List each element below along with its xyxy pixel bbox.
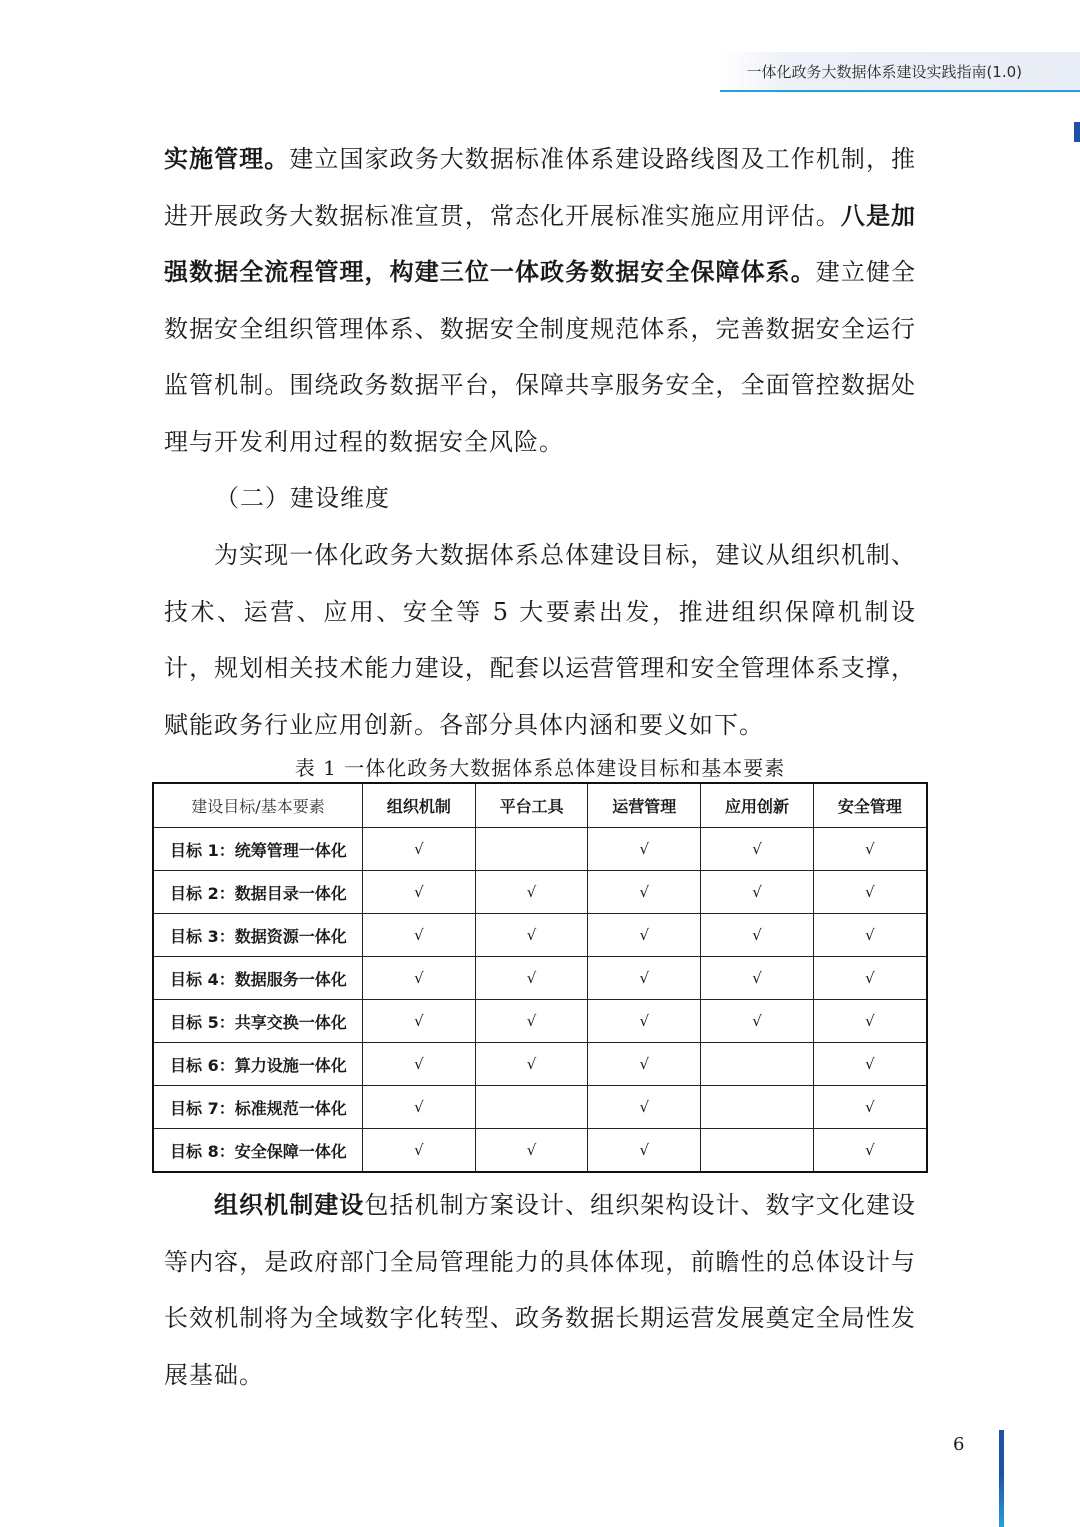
check-cell: √ bbox=[475, 1043, 588, 1086]
check-cell: √ bbox=[475, 957, 588, 1000]
para1-bold-2: 八是加强数据全流程管理，构建三位一体政务数据安全保障体系。 bbox=[164, 200, 917, 286]
header-accent-bar bbox=[1074, 122, 1080, 142]
table-row bbox=[153, 1129, 927, 1173]
check-cell: √ bbox=[701, 957, 814, 1000]
check-cell bbox=[475, 1086, 588, 1129]
check-cell: √ bbox=[588, 1000, 701, 1043]
table-row bbox=[153, 828, 927, 871]
table-row bbox=[153, 1043, 927, 1086]
check-cell: √ bbox=[588, 871, 701, 914]
page-header bbox=[720, 52, 1080, 92]
row-label: 目标 7：标准规范一体化 bbox=[153, 1086, 363, 1129]
check-cell: √ bbox=[363, 957, 476, 1000]
paragraph-1 bbox=[164, 131, 916, 470]
check-cell: √ bbox=[588, 1043, 701, 1086]
table-caption: 表 1 一体化政务大数据体系总体建设目标和基本要素 bbox=[294, 756, 786, 780]
column-header: 组织机制 bbox=[363, 783, 476, 828]
page-accent-bar bbox=[999, 1430, 1004, 1527]
row-label: 目标 8：安全保障一体化 bbox=[153, 1129, 363, 1173]
check-cell: √ bbox=[475, 1129, 588, 1173]
goals-elements-table bbox=[152, 782, 928, 1173]
check-cell: √ bbox=[813, 1086, 927, 1129]
row-label: 目标 6：算力设施一体化 bbox=[153, 1043, 363, 1086]
check-cell: √ bbox=[701, 914, 814, 957]
check-cell: √ bbox=[475, 1000, 588, 1043]
row-label: 目标 1：统筹管理一体化 bbox=[153, 828, 363, 871]
column-header: 运营管理 bbox=[588, 783, 701, 828]
row-label: 目标 5：共享交换一体化 bbox=[153, 1000, 363, 1043]
check-cell: √ bbox=[475, 914, 588, 957]
header-title: 一体化政务大数据体系建设实践指南(1.0) bbox=[746, 63, 1022, 81]
para1-text-2: 建立健全数据安全组织管理体系、数据安全制度规范体系，完善数据安全运行监管机制。围绕政务数据平台，保障共享服务安全，全面管控数据处理与开发利用过程的数据安全风险。 bbox=[164, 258, 917, 456]
check-cell: √ bbox=[588, 914, 701, 957]
check-cell: √ bbox=[813, 1043, 927, 1086]
check-cell bbox=[701, 1086, 814, 1129]
para2-text: 为实现一体化政务大数据体系总体建设目标，建议从组织机制、技术、运营、应用、安全等 5 大要素出发，推进组织保障机制设计，规划相关技术能力建设，配套以运营管理和安全管理体系支撑，赋能政务行业应用创新。各部分具体内涵和要义如下。 bbox=[164, 541, 916, 739]
check-cell: √ bbox=[813, 914, 927, 957]
check-cell: √ bbox=[813, 1129, 927, 1173]
page-number: 6 bbox=[953, 1434, 965, 1455]
para1-bold-1: 实施管理。 bbox=[164, 144, 290, 173]
check-cell: √ bbox=[701, 1000, 814, 1043]
column-header: 平台工具 bbox=[475, 783, 588, 828]
row-label: 目标 2：数据目录一体化 bbox=[153, 871, 363, 914]
check-cell: √ bbox=[813, 828, 927, 871]
check-cell: √ bbox=[701, 828, 814, 871]
table-corner-header: 建设目标/基本要素 bbox=[153, 783, 363, 828]
check-cell: √ bbox=[363, 1129, 476, 1173]
check-cell: √ bbox=[363, 1086, 476, 1129]
check-cell: √ bbox=[363, 1000, 476, 1043]
check-cell: √ bbox=[588, 1129, 701, 1173]
para3-text: 包括机制方案设计、组织架构设计、数字文化建设等内容，是政府部门全局管理能力的具体体现，前瞻性的总体设计与长效机制将为全域数字化转型、政务数据长期运营发展奠定全局性发展基础。 bbox=[164, 1191, 917, 1389]
check-cell: √ bbox=[363, 828, 476, 871]
check-cell: √ bbox=[475, 871, 588, 914]
para3-bold: 组织机制建设 bbox=[214, 1190, 365, 1219]
check-cell bbox=[475, 828, 588, 871]
check-cell: √ bbox=[813, 957, 927, 1000]
check-cell: √ bbox=[588, 957, 701, 1000]
section-heading: （二）建设维度 bbox=[215, 484, 390, 512]
check-cell: √ bbox=[588, 828, 701, 871]
check-cell: √ bbox=[813, 1000, 927, 1043]
check-cell: √ bbox=[363, 1043, 476, 1086]
table-row bbox=[153, 957, 927, 1000]
row-label: 目标 3：数据资源一体化 bbox=[153, 914, 363, 957]
check-cell: √ bbox=[701, 871, 814, 914]
table-row bbox=[153, 1000, 927, 1043]
table-row bbox=[153, 914, 927, 957]
row-label: 目标 4：数据服务一体化 bbox=[153, 957, 363, 1000]
paragraph-2 bbox=[164, 527, 916, 753]
table-row bbox=[153, 871, 927, 914]
check-cell: √ bbox=[588, 1086, 701, 1129]
check-cell bbox=[701, 1129, 814, 1173]
check-cell: √ bbox=[363, 871, 476, 914]
column-header: 应用创新 bbox=[701, 783, 814, 828]
table-row bbox=[153, 1086, 927, 1129]
paragraph-3 bbox=[164, 1177, 916, 1403]
column-header: 安全管理 bbox=[813, 783, 927, 828]
check-cell bbox=[701, 1043, 814, 1086]
check-cell: √ bbox=[813, 871, 927, 914]
para1-text-1: 建立国家政务大数据标准体系建设路线图及工作机制，推进开展政务大数据标准宣贯，常态化开展标准实施应用评估。 bbox=[164, 145, 917, 230]
table-header-row bbox=[153, 783, 927, 828]
check-cell: √ bbox=[363, 914, 476, 957]
